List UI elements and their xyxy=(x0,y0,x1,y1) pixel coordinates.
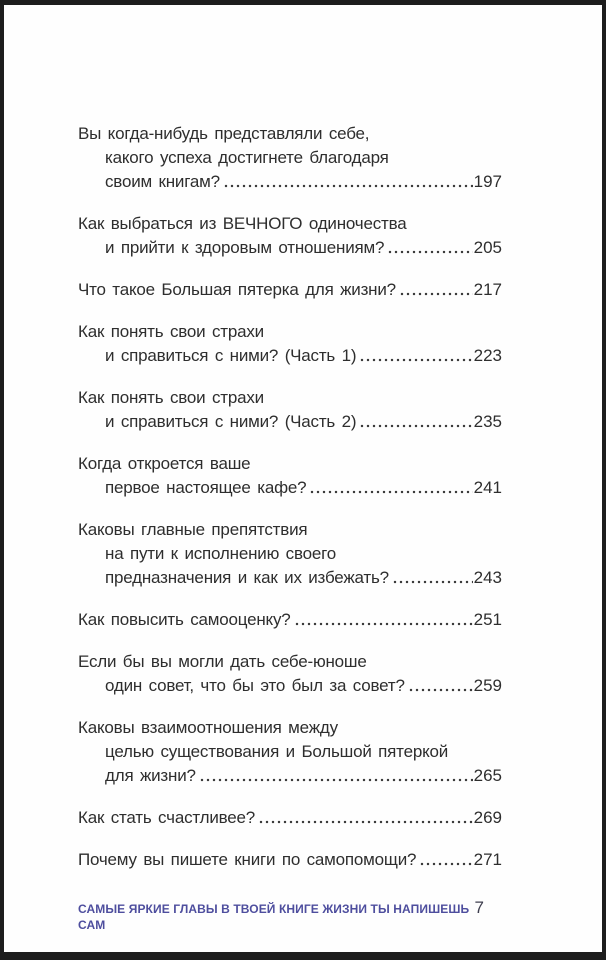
toc-entry-text: Почему вы пишете книги по самопомощи? xyxy=(78,850,417,869)
toc-page-number: 235 xyxy=(473,412,502,431)
toc-page-number: 217 xyxy=(473,280,502,299)
dot-leader xyxy=(359,344,472,368)
toc-entry-text: предназначения и как их избежать? xyxy=(105,568,389,587)
toc-entry-text: и прийти к здоровым отношениям? xyxy=(105,238,385,257)
toc-page-number: 223 xyxy=(473,346,502,365)
toc-page-number: 265 xyxy=(473,766,502,785)
toc-page-number: 259 xyxy=(473,676,502,695)
toc-entry-text: один совет, что бы это был за совет? xyxy=(105,676,405,695)
dot-leader xyxy=(258,806,473,830)
toc-entry xyxy=(78,650,502,698)
toc-entry xyxy=(78,518,502,590)
toc-line: на пути к исполнению своего xyxy=(105,544,336,563)
dot-leader xyxy=(309,476,472,500)
dot-leader xyxy=(223,170,473,194)
toc-line xyxy=(78,764,502,788)
toc-line: целью существования и Большой пятеркой xyxy=(105,742,449,761)
toc-entry-text: Как повысить самооценку? xyxy=(78,610,291,629)
toc-page-number: 251 xyxy=(473,610,502,629)
toc-page-number: 205 xyxy=(473,238,502,257)
toc-entry-text: и справиться с ними? (Часть 2) xyxy=(105,412,357,431)
toc-line xyxy=(78,278,502,302)
toc-line xyxy=(78,410,502,434)
toc-line: Если бы вы могли дать себе-юноше xyxy=(78,652,367,671)
toc-line xyxy=(78,236,502,260)
page-number: 7 xyxy=(474,898,484,917)
toc-page-number: 241 xyxy=(473,478,502,497)
toc-line: Когда откроется ваше xyxy=(78,454,251,473)
table-of-contents xyxy=(78,122,502,890)
toc-entry xyxy=(78,320,502,368)
toc-line xyxy=(78,608,502,632)
toc-entry xyxy=(78,716,502,788)
toc-entry-text: для жизни? xyxy=(105,766,196,785)
toc-entry xyxy=(78,848,502,872)
dot-leader xyxy=(359,410,472,434)
dot-leader xyxy=(294,608,473,632)
toc-entry-text: своим книгам? xyxy=(105,172,220,191)
toc-line xyxy=(78,674,502,698)
dot-leader xyxy=(408,674,473,698)
page-footer xyxy=(78,898,502,933)
toc-line xyxy=(78,806,502,830)
toc-page-number: 197 xyxy=(473,172,502,191)
dot-leader xyxy=(387,236,472,260)
toc-line xyxy=(78,344,502,368)
toc-entry-text: Что такое Большая пятерка для жизни? xyxy=(78,280,396,299)
toc-line: Как выбраться из ВЕЧНОГО одиночества xyxy=(78,214,407,233)
toc-entry xyxy=(78,386,502,434)
book-page xyxy=(4,5,602,952)
toc-entry xyxy=(78,608,502,632)
toc-line: какого успеха достигнете благодаря xyxy=(105,148,389,167)
toc-page-number: 243 xyxy=(473,568,502,587)
toc-entry xyxy=(78,212,502,260)
dot-leader xyxy=(199,764,473,788)
toc-entry-text: и справиться с ними? (Часть 1) xyxy=(105,346,357,365)
dot-leader xyxy=(392,566,473,590)
toc-entry-text: Как стать счастливее? xyxy=(78,808,256,827)
toc-entry xyxy=(78,806,502,830)
toc-entry xyxy=(78,278,502,302)
toc-line: Вы когда-нибудь представляли себе, xyxy=(78,124,370,143)
toc-line: Как понять свои страхи xyxy=(78,322,264,341)
toc-line: Как понять свои страхи xyxy=(78,388,264,407)
dot-leader xyxy=(399,278,473,302)
toc-entry xyxy=(78,122,502,194)
toc-line xyxy=(78,476,502,500)
toc-page-number: 271 xyxy=(473,850,502,869)
dot-leader xyxy=(419,848,472,872)
toc-entry-text: первое настоящее кафе? xyxy=(105,478,307,497)
toc-line xyxy=(78,566,502,590)
toc-entry xyxy=(78,452,502,500)
toc-page-number: 269 xyxy=(473,808,502,827)
toc-line: Каковы главные препятствия xyxy=(78,520,308,539)
toc-line: Каковы взаимоотношения между xyxy=(78,718,338,737)
running-title: САМЫЕ ЯРКИЕ ГЛАВЫ В ТВОЕЙ КНИГЕ ЖИЗНИ ТЫ НАПИШЕШЬ САМ xyxy=(78,902,470,932)
toc-line xyxy=(78,170,502,194)
toc-line xyxy=(78,848,502,872)
